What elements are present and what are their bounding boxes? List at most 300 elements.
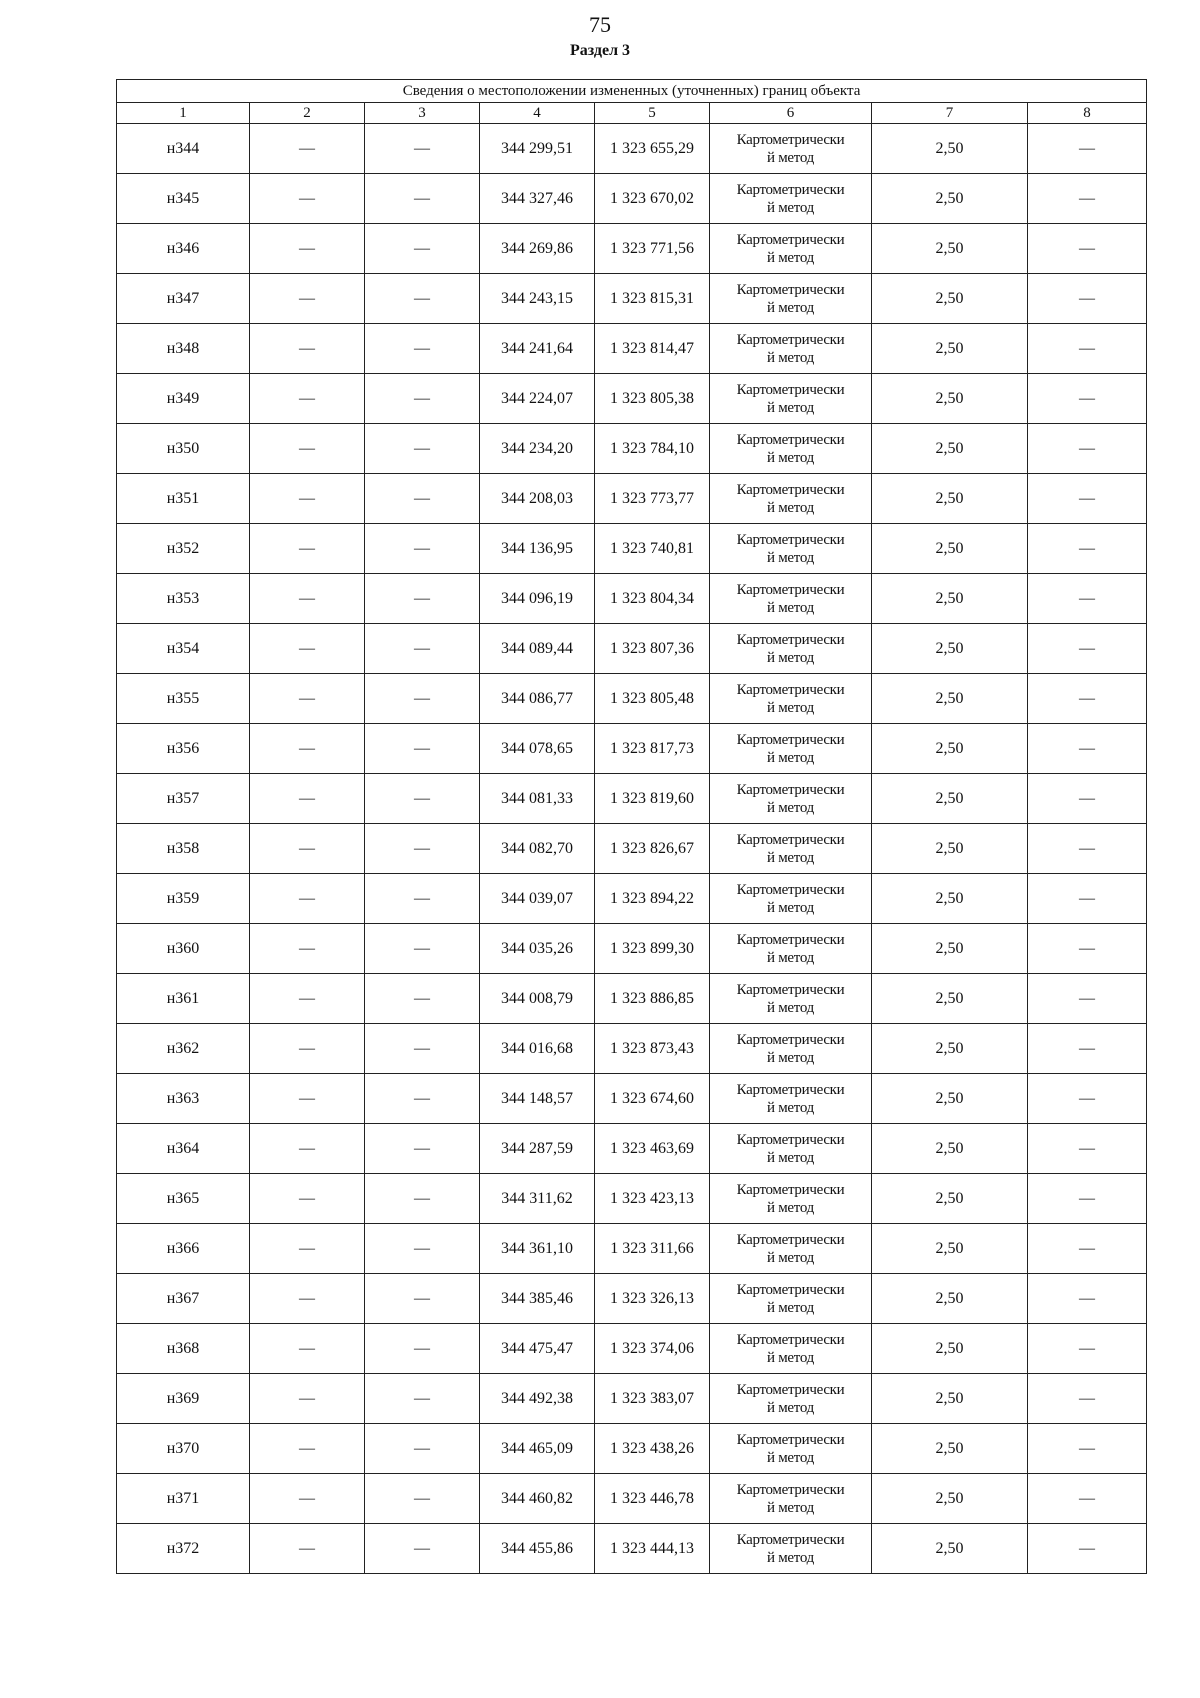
method-cell — [710, 374, 872, 424]
method-line-1: Картометрически — [736, 581, 845, 598]
y-coordinate-cell: 1 323 311,66 — [595, 1224, 710, 1274]
method-line-2: й метод — [767, 1049, 814, 1066]
x-coordinate-cell: 344 460,82 — [480, 1474, 595, 1524]
empty-cell: — — [250, 1124, 365, 1174]
x-coordinate-cell: 344 208,03 — [480, 474, 595, 524]
x-coordinate-cell: 344 081,33 — [480, 774, 595, 824]
method-line-1: Картометрически — [736, 731, 845, 748]
y-coordinate-cell: 1 323 771,56 — [595, 224, 710, 274]
table-row — [117, 324, 1147, 374]
empty-cell: — — [250, 824, 365, 874]
empty-cell: — — [365, 1174, 480, 1224]
empty-cell: — — [365, 1074, 480, 1124]
y-coordinate-cell: 1 323 423,13 — [595, 1174, 710, 1224]
empty-cell: — — [365, 124, 480, 174]
y-coordinate-cell: 1 323 463,69 — [595, 1124, 710, 1174]
precision-cell: 2,50 — [872, 1124, 1028, 1174]
empty-cell: — — [365, 774, 480, 824]
y-coordinate-cell: 1 323 826,67 — [595, 824, 710, 874]
empty-cell: — — [365, 724, 480, 774]
table-row — [117, 1324, 1147, 1374]
empty-cell: — — [250, 424, 365, 474]
method-line-2: й метод — [767, 1349, 814, 1366]
y-coordinate-cell: 1 323 894,22 — [595, 874, 710, 924]
empty-cell: — — [250, 1524, 365, 1574]
method-line-2: й метод — [767, 649, 814, 666]
x-coordinate-cell: 344 086,77 — [480, 674, 595, 724]
method-line-1: Картометрически — [736, 881, 845, 898]
method-line-2: й метод — [767, 549, 814, 566]
table-row — [117, 1024, 1147, 1074]
x-coordinate-cell: 344 078,65 — [480, 724, 595, 774]
method-line-1: Картометрически — [736, 831, 845, 848]
empty-cell: — — [1028, 524, 1147, 574]
point-cell: н353 — [117, 574, 250, 624]
empty-cell: — — [250, 1474, 365, 1524]
empty-cell: — — [1028, 874, 1147, 924]
y-coordinate-cell: 1 323 670,02 — [595, 174, 710, 224]
x-coordinate-cell: 344 361,10 — [480, 1224, 595, 1274]
empty-cell: — — [1028, 974, 1147, 1024]
empty-cell: — — [1028, 924, 1147, 974]
x-coordinate-cell: 344 475,47 — [480, 1324, 595, 1374]
empty-cell: — — [250, 524, 365, 574]
y-coordinate-cell: 1 323 805,38 — [595, 374, 710, 424]
method-line-1: Картометрически — [736, 131, 845, 148]
method-line-1: Картометрически — [736, 281, 845, 298]
y-coordinate-cell: 1 323 674,60 — [595, 1074, 710, 1124]
empty-cell: — — [250, 124, 365, 174]
column-number: 3 — [365, 103, 480, 124]
column-number: 5 — [595, 103, 710, 124]
empty-cell: — — [250, 1274, 365, 1324]
empty-cell: — — [250, 924, 365, 974]
empty-cell: — — [365, 324, 480, 374]
precision-cell: 2,50 — [872, 274, 1028, 324]
method-cell — [710, 1274, 872, 1324]
method-cell — [710, 1124, 872, 1174]
method-cell — [710, 774, 872, 824]
table-row — [117, 1224, 1147, 1274]
method-cell — [710, 924, 872, 974]
method-cell — [710, 424, 872, 474]
method-cell — [710, 624, 872, 674]
empty-cell: — — [365, 1124, 480, 1174]
table-row — [117, 274, 1147, 324]
point-cell: н345 — [117, 174, 250, 224]
precision-cell: 2,50 — [872, 524, 1028, 574]
precision-cell: 2,50 — [872, 1474, 1028, 1524]
empty-cell: — — [1028, 1374, 1147, 1424]
empty-cell: — — [250, 624, 365, 674]
y-coordinate-cell: 1 323 805,48 — [595, 674, 710, 724]
method-line-1: Картометрически — [736, 1081, 845, 1098]
point-cell: н357 — [117, 774, 250, 824]
table-row — [117, 1074, 1147, 1124]
point-cell: н364 — [117, 1124, 250, 1174]
table-row — [117, 724, 1147, 774]
x-coordinate-cell: 344 008,79 — [480, 974, 595, 1024]
table-row — [117, 1174, 1147, 1224]
method-cell — [710, 1024, 872, 1074]
empty-cell: — — [365, 474, 480, 524]
y-coordinate-cell: 1 323 740,81 — [595, 524, 710, 574]
column-number: 1 — [117, 103, 250, 124]
precision-cell: 2,50 — [872, 324, 1028, 374]
empty-cell: — — [1028, 324, 1147, 374]
empty-cell: — — [250, 674, 365, 724]
precision-cell: 2,50 — [872, 724, 1028, 774]
empty-cell: — — [1028, 274, 1147, 324]
point-cell: н349 — [117, 374, 250, 424]
y-coordinate-cell: 1 323 873,43 — [595, 1024, 710, 1074]
column-number: 8 — [1028, 103, 1147, 124]
point-cell: н362 — [117, 1024, 250, 1074]
method-line-1: Картометрически — [736, 681, 845, 698]
empty-cell: — — [365, 374, 480, 424]
method-line-2: й метод — [767, 1299, 814, 1316]
empty-cell: — — [1028, 1074, 1147, 1124]
method-cell — [710, 1224, 872, 1274]
y-coordinate-cell: 1 323 899,30 — [595, 924, 710, 974]
y-coordinate-cell: 1 323 817,73 — [595, 724, 710, 774]
empty-cell: — — [365, 1274, 480, 1324]
point-cell: н358 — [117, 824, 250, 874]
precision-cell: 2,50 — [872, 574, 1028, 624]
empty-cell: — — [250, 774, 365, 824]
precision-cell: 2,50 — [872, 1074, 1028, 1124]
empty-cell: — — [365, 224, 480, 274]
table-row — [117, 224, 1147, 274]
method-line-1: Картометрически — [736, 981, 845, 998]
empty-cell: — — [250, 274, 365, 324]
empty-cell: — — [365, 524, 480, 574]
method-cell — [710, 324, 872, 374]
precision-cell: 2,50 — [872, 1024, 1028, 1074]
table-body — [117, 124, 1147, 1574]
y-coordinate-cell: 1 323 655,29 — [595, 124, 710, 174]
method-cell — [710, 1524, 872, 1574]
method-line-1: Картометрически — [736, 1281, 845, 1298]
y-coordinate-cell: 1 323 814,47 — [595, 324, 710, 374]
empty-cell: — — [1028, 1324, 1147, 1374]
method-line-1: Картометрически — [736, 431, 845, 448]
column-number-row — [117, 103, 1147, 124]
empty-cell: — — [250, 374, 365, 424]
empty-cell: — — [365, 1474, 480, 1524]
method-line-1: Картометрически — [736, 481, 845, 498]
method-line-2: й метод — [767, 749, 814, 766]
empty-cell: — — [365, 174, 480, 224]
method-line-1: Картометрически — [736, 631, 845, 648]
x-coordinate-cell: 344 148,57 — [480, 1074, 595, 1124]
precision-cell: 2,50 — [872, 474, 1028, 524]
method-line-2: й метод — [767, 1199, 814, 1216]
empty-cell: — — [250, 474, 365, 524]
point-cell: н372 — [117, 1524, 250, 1574]
method-line-2: й метод — [767, 149, 814, 166]
method-line-2: й метод — [767, 1149, 814, 1166]
table-row — [117, 524, 1147, 574]
y-coordinate-cell: 1 323 374,06 — [595, 1324, 710, 1374]
method-cell — [710, 1174, 872, 1224]
empty-cell: — — [250, 1224, 365, 1274]
empty-cell: — — [1028, 1024, 1147, 1074]
empty-cell: — — [1028, 224, 1147, 274]
empty-cell: — — [250, 174, 365, 224]
empty-cell: — — [1028, 1124, 1147, 1174]
x-coordinate-cell: 344 385,46 — [480, 1274, 595, 1324]
precision-cell: 2,50 — [872, 874, 1028, 924]
method-line-2: й метод — [767, 949, 814, 966]
method-cell — [710, 974, 872, 1024]
method-line-2: й метод — [767, 899, 814, 916]
empty-cell: — — [365, 1424, 480, 1474]
method-line-1: Картометрически — [736, 1531, 845, 1548]
y-coordinate-cell: 1 323 784,10 — [595, 424, 710, 474]
precision-cell: 2,50 — [872, 624, 1028, 674]
table-row — [117, 424, 1147, 474]
method-line-1: Картометрически — [736, 1481, 845, 1498]
point-cell: н366 — [117, 1224, 250, 1274]
y-coordinate-cell: 1 323 773,77 — [595, 474, 710, 524]
method-line-1: Картометрически — [736, 1231, 845, 1248]
method-line-2: й метод — [767, 999, 814, 1016]
empty-cell: — — [1028, 724, 1147, 774]
table-row — [117, 1374, 1147, 1424]
empty-cell: — — [365, 274, 480, 324]
empty-cell: — — [250, 974, 365, 1024]
point-cell: н368 — [117, 1324, 250, 1374]
method-cell — [710, 1074, 872, 1124]
empty-cell: — — [1028, 624, 1147, 674]
x-coordinate-cell: 344 096,19 — [480, 574, 595, 624]
empty-cell: — — [365, 1224, 480, 1274]
x-coordinate-cell: 344 082,70 — [480, 824, 595, 874]
empty-cell: — — [1028, 1524, 1147, 1574]
precision-cell: 2,50 — [872, 1274, 1028, 1324]
point-cell: н354 — [117, 624, 250, 674]
empty-cell: — — [250, 1324, 365, 1374]
point-cell: н344 — [117, 124, 250, 174]
x-coordinate-cell: 344 465,09 — [480, 1424, 595, 1474]
method-line-1: Картометрически — [736, 1331, 845, 1348]
method-line-2: й метод — [767, 1399, 814, 1416]
precision-cell: 2,50 — [872, 224, 1028, 274]
table-row — [117, 124, 1147, 174]
empty-cell: — — [1028, 174, 1147, 224]
empty-cell: — — [250, 324, 365, 374]
table-row — [117, 1274, 1147, 1324]
precision-cell: 2,50 — [872, 424, 1028, 474]
method-line-2: й метод — [767, 199, 814, 216]
table-row — [117, 474, 1147, 524]
table-caption: Сведения о местоположении измененных (уточненных) границ объекта — [117, 80, 1147, 103]
point-cell: н360 — [117, 924, 250, 974]
point-cell: н355 — [117, 674, 250, 724]
method-cell — [710, 874, 872, 924]
point-cell: н367 — [117, 1274, 250, 1324]
table-row — [117, 824, 1147, 874]
method-line-2: й метод — [767, 849, 814, 866]
empty-cell: — — [250, 1374, 365, 1424]
method-line-1: Картометрически — [736, 231, 845, 248]
x-coordinate-cell: 344 287,59 — [480, 1124, 595, 1174]
table-row — [117, 1474, 1147, 1524]
x-coordinate-cell: 344 039,07 — [480, 874, 595, 924]
table-row — [117, 1124, 1147, 1174]
method-cell — [710, 1474, 872, 1524]
method-cell — [710, 1374, 872, 1424]
method-line-2: й метод — [767, 1549, 814, 1566]
empty-cell: — — [365, 624, 480, 674]
method-cell — [710, 1324, 872, 1374]
table-row — [117, 924, 1147, 974]
empty-cell: — — [365, 824, 480, 874]
empty-cell: — — [1028, 774, 1147, 824]
empty-cell: — — [1028, 1174, 1147, 1224]
method-line-2: й метод — [767, 1249, 814, 1266]
y-coordinate-cell: 1 323 807,36 — [595, 624, 710, 674]
method-line-2: й метод — [767, 249, 814, 266]
method-line-2: й метод — [767, 799, 814, 816]
x-coordinate-cell: 344 299,51 — [480, 124, 595, 174]
y-coordinate-cell: 1 323 326,13 — [595, 1274, 710, 1324]
precision-cell: 2,50 — [872, 1224, 1028, 1274]
point-cell: н346 — [117, 224, 250, 274]
empty-cell: — — [1028, 1474, 1147, 1524]
table-row — [117, 774, 1147, 824]
empty-cell: — — [365, 674, 480, 724]
point-cell: н371 — [117, 1474, 250, 1524]
x-coordinate-cell: 344 455,86 — [480, 1524, 595, 1574]
empty-cell: — — [365, 424, 480, 474]
precision-cell: 2,50 — [872, 974, 1028, 1024]
point-cell: н356 — [117, 724, 250, 774]
precision-cell: 2,50 — [872, 1174, 1028, 1224]
method-line-1: Картометрически — [736, 381, 845, 398]
empty-cell: — — [1028, 574, 1147, 624]
x-coordinate-cell: 344 224,07 — [480, 374, 595, 424]
table-row — [117, 174, 1147, 224]
precision-cell: 2,50 — [872, 824, 1028, 874]
table-row — [117, 674, 1147, 724]
method-cell — [710, 824, 872, 874]
point-cell: н352 — [117, 524, 250, 574]
method-line-2: й метод — [767, 349, 814, 366]
empty-cell: — — [365, 1324, 480, 1374]
y-coordinate-cell: 1 323 446,78 — [595, 1474, 710, 1524]
point-cell: н363 — [117, 1074, 250, 1124]
empty-cell: — — [365, 1374, 480, 1424]
column-number: 4 — [480, 103, 595, 124]
y-coordinate-cell: 1 323 819,60 — [595, 774, 710, 824]
method-line-1: Картометрически — [736, 1131, 845, 1148]
empty-cell: — — [250, 874, 365, 924]
point-cell: н347 — [117, 274, 250, 324]
method-cell — [710, 124, 872, 174]
method-line-2: й метод — [767, 599, 814, 616]
section-title: Раздел 3 — [569, 42, 631, 59]
x-coordinate-cell: 344 492,38 — [480, 1374, 595, 1424]
empty-cell: — — [1028, 424, 1147, 474]
method-cell — [710, 574, 872, 624]
table-row — [117, 624, 1147, 674]
empty-cell: — — [1028, 1424, 1147, 1474]
precision-cell: 2,50 — [872, 1524, 1028, 1574]
empty-cell: — — [365, 874, 480, 924]
column-number: 6 — [710, 103, 872, 124]
empty-cell: — — [250, 1424, 365, 1474]
precision-cell: 2,50 — [872, 924, 1028, 974]
table-row — [117, 1524, 1147, 1574]
boundary-coordinates-table — [116, 79, 1147, 1574]
point-cell: н351 — [117, 474, 250, 524]
empty-cell: — — [250, 1024, 365, 1074]
method-line-1: Картометрически — [736, 931, 845, 948]
empty-cell: — — [250, 224, 365, 274]
x-coordinate-cell: 344 269,86 — [480, 224, 595, 274]
empty-cell: — — [365, 974, 480, 1024]
y-coordinate-cell: 1 323 815,31 — [595, 274, 710, 324]
precision-cell: 2,50 — [872, 774, 1028, 824]
empty-cell: — — [250, 724, 365, 774]
empty-cell: — — [1028, 124, 1147, 174]
y-coordinate-cell: 1 323 804,34 — [595, 574, 710, 624]
y-coordinate-cell: 1 323 438,26 — [595, 1424, 710, 1474]
precision-cell: 2,50 — [872, 1424, 1028, 1474]
method-line-2: й метод — [767, 499, 814, 516]
point-cell: н359 — [117, 874, 250, 924]
method-cell — [710, 674, 872, 724]
method-line-1: Картометрически — [736, 181, 845, 198]
method-line-2: й метод — [767, 1499, 814, 1516]
method-line-1: Картометрически — [736, 1431, 845, 1448]
method-line-1: Картометрически — [736, 1181, 845, 1198]
point-cell: н365 — [117, 1174, 250, 1224]
empty-cell: — — [365, 924, 480, 974]
method-line-1: Картометрически — [736, 531, 845, 548]
table-caption-row — [117, 80, 1147, 103]
x-coordinate-cell: 344 234,20 — [480, 424, 595, 474]
empty-cell: — — [1028, 374, 1147, 424]
method-cell — [710, 724, 872, 774]
x-coordinate-cell: 344 311,62 — [480, 1174, 595, 1224]
method-line-1: Картометрически — [736, 331, 845, 348]
method-line-2: й метод — [767, 699, 814, 716]
empty-cell: — — [365, 1024, 480, 1074]
table-row — [117, 574, 1147, 624]
method-line-2: й метод — [767, 1449, 814, 1466]
method-line-1: Картометрически — [736, 781, 845, 798]
y-coordinate-cell: 1 323 444,13 — [595, 1524, 710, 1574]
method-cell — [710, 524, 872, 574]
method-line-1: Картометрически — [736, 1031, 845, 1048]
method-cell — [710, 1424, 872, 1474]
empty-cell: — — [1028, 1224, 1147, 1274]
table-row — [117, 1424, 1147, 1474]
empty-cell: — — [1028, 1274, 1147, 1324]
precision-cell: 2,50 — [872, 174, 1028, 224]
point-cell: н350 — [117, 424, 250, 474]
empty-cell: — — [1028, 824, 1147, 874]
method-cell — [710, 224, 872, 274]
empty-cell: — — [250, 574, 365, 624]
method-cell — [710, 174, 872, 224]
precision-cell: 2,50 — [872, 124, 1028, 174]
x-coordinate-cell: 344 327,46 — [480, 174, 595, 224]
precision-cell: 2,50 — [872, 1324, 1028, 1374]
